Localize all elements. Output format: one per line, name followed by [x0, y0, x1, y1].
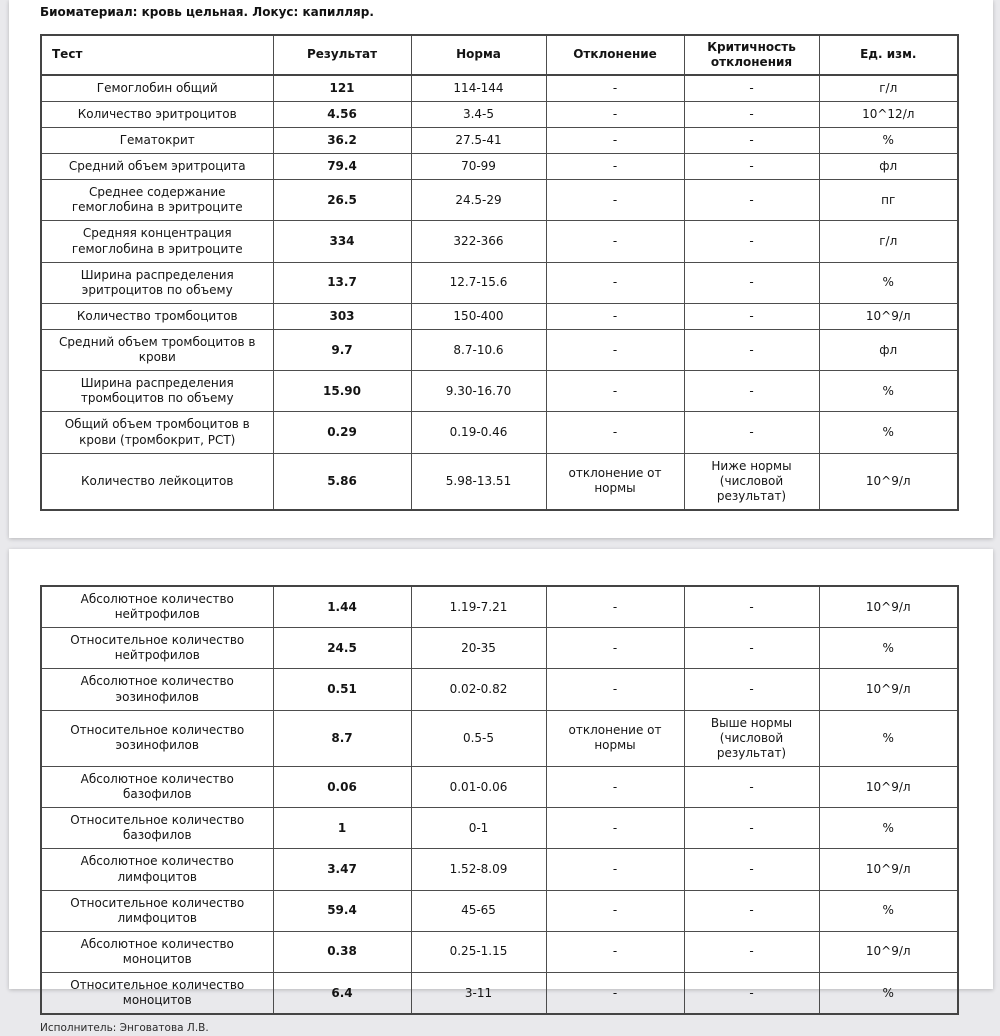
cell-criticality: - [684, 75, 819, 102]
cell-test-name: Относительное количество лимфоцитов [41, 890, 273, 931]
cell-test-name: Среднее содержание гемоглобина в эритроците [41, 180, 273, 221]
cell-norm: 5.98-13.51 [411, 453, 546, 510]
cell-deviation: - [546, 221, 684, 262]
cell-test-name: Количество эритроцитов [41, 101, 273, 127]
cell-deviation: - [546, 586, 684, 628]
cell-norm: 70-99 [411, 154, 546, 180]
table-row [41, 180, 958, 221]
cell-norm: 0-1 [411, 808, 546, 849]
cell-result: 1.44 [273, 586, 411, 628]
cell-norm: 1.19-7.21 [411, 586, 546, 628]
cell-norm: 0.19-0.46 [411, 412, 546, 453]
cell-deviation: - [546, 262, 684, 303]
cell-norm: 3-11 [411, 973, 546, 1015]
cell-deviation: - [546, 371, 684, 412]
cell-units: 10^9/л [819, 453, 958, 510]
cell-criticality: - [684, 931, 819, 972]
cell-result: 26.5 [273, 180, 411, 221]
cell-units: % [819, 412, 958, 453]
cell-result: 121 [273, 75, 411, 102]
cell-criticality: - [684, 849, 819, 890]
cell-result: 334 [273, 221, 411, 262]
cell-test-name: Абсолютное количество моноцитов [41, 931, 273, 972]
cell-criticality: - [684, 101, 819, 127]
cell-norm: 3.4-5 [411, 101, 546, 127]
header-units: Ед. изм. [819, 35, 958, 75]
cell-criticality: - [684, 180, 819, 221]
cell-units: 10^9/л [819, 669, 958, 710]
cell-units: 10^9/л [819, 303, 958, 329]
table-row [41, 371, 958, 412]
header-test: Тест [41, 35, 273, 75]
cell-criticality: - [684, 154, 819, 180]
cell-norm: 24.5-29 [411, 180, 546, 221]
cell-criticality: - [684, 766, 819, 807]
cell-result: 59.4 [273, 890, 411, 931]
table-row [41, 128, 958, 154]
cell-deviation: - [546, 973, 684, 1015]
cell-test-name: Относительное количество базофилов [41, 808, 273, 849]
cell-test-name: Гематокрит [41, 128, 273, 154]
table-row [41, 973, 958, 1015]
cell-test-name: Средний объем эритроцита [41, 154, 273, 180]
cell-result: 9.7 [273, 330, 411, 371]
cell-test-name: Количество лейкоцитов [41, 453, 273, 510]
cell-criticality: - [684, 128, 819, 154]
cell-norm: 9.30-16.70 [411, 371, 546, 412]
cell-deviation: отклонение от нормы [546, 453, 684, 510]
cell-norm: 0.02-0.82 [411, 669, 546, 710]
header-deviation: Отклонение [546, 35, 684, 75]
cell-criticality: Выше нормы (числовой результат) [684, 710, 819, 766]
cell-test-name: Ширина распределения тромбоцитов по объему [41, 371, 273, 412]
cell-norm: 322-366 [411, 221, 546, 262]
cell-units: фл [819, 330, 958, 371]
biomaterial-title: Биоматериал: кровь цельная. Локус: капилляр. [40, 5, 374, 19]
cell-units: % [819, 710, 958, 766]
table-row [41, 262, 958, 303]
cell-criticality: - [684, 303, 819, 329]
report-page-2 [9, 549, 993, 1035]
cell-result: 0.38 [273, 931, 411, 972]
cell-units: г/л [819, 75, 958, 102]
table-row [41, 628, 958, 669]
header-result: Результат [273, 35, 411, 75]
cell-criticality: - [684, 669, 819, 710]
table-row [41, 766, 958, 807]
cell-norm: 0.01-0.06 [411, 766, 546, 807]
cell-test-name: Относительное количество моноцитов [41, 973, 273, 1015]
cell-result: 24.5 [273, 628, 411, 669]
cell-units: пг [819, 180, 958, 221]
table-row [41, 931, 958, 972]
cell-norm: 114-144 [411, 75, 546, 102]
cell-result: 0.51 [273, 669, 411, 710]
cell-deviation: - [546, 303, 684, 329]
cell-test-name: Средняя концентрация гемоглобина в эритроците [41, 221, 273, 262]
cell-criticality: - [684, 330, 819, 371]
cell-result: 79.4 [273, 154, 411, 180]
cell-result: 8.7 [273, 710, 411, 766]
cell-deviation: - [546, 766, 684, 807]
table-row [41, 101, 958, 127]
header-norm: Норма [411, 35, 546, 75]
cell-result: 3.47 [273, 849, 411, 890]
cell-units: % [819, 628, 958, 669]
cell-criticality: Ниже нормы (числовой результат) [684, 453, 819, 510]
table-row [41, 669, 958, 710]
cell-result: 6.4 [273, 973, 411, 1015]
cell-deviation: - [546, 75, 684, 102]
cell-test-name: Абсолютное количество базофилов [41, 766, 273, 807]
cell-result: 1 [273, 808, 411, 849]
table-row [41, 303, 958, 329]
cell-units: г/л [819, 221, 958, 262]
cell-units: 10^9/л [819, 766, 958, 807]
cell-deviation: - [546, 931, 684, 972]
table-row [41, 849, 958, 890]
results-table-2 [40, 585, 959, 1015]
table-row [41, 75, 958, 102]
cell-deviation: - [546, 128, 684, 154]
cell-units: % [819, 262, 958, 303]
cell-deviation: - [546, 101, 684, 127]
cell-deviation: - [546, 669, 684, 710]
cell-norm: 8.7-10.6 [411, 330, 546, 371]
cell-deviation: - [546, 890, 684, 931]
cell-criticality: - [684, 262, 819, 303]
cell-deviation: - [546, 808, 684, 849]
cell-test-name: Гемоглобин общий [41, 75, 273, 102]
cell-criticality: - [684, 628, 819, 669]
cell-deviation: отклонение от нормы [546, 710, 684, 766]
cell-norm: 20-35 [411, 628, 546, 669]
table-row [41, 330, 958, 371]
cell-result: 36.2 [273, 128, 411, 154]
cell-criticality: - [684, 973, 819, 1015]
table-row [41, 808, 958, 849]
table-row [41, 453, 958, 510]
cell-units: 10^9/л [819, 849, 958, 890]
cell-deviation: - [546, 180, 684, 221]
cell-criticality: - [684, 808, 819, 849]
cell-test-name: Относительное количество эозинофилов [41, 710, 273, 766]
cell-units: % [819, 371, 958, 412]
cell-result: 0.29 [273, 412, 411, 453]
cell-test-name: Средний объем тромбоцитов в крови [41, 330, 273, 371]
cell-norm: 45-65 [411, 890, 546, 931]
cell-norm: 0.25-1.15 [411, 931, 546, 972]
cell-norm: 1.52-8.09 [411, 849, 546, 890]
cell-test-name: Ширина распределения эритроцитов по объему [41, 262, 273, 303]
report-page-1 [9, 0, 993, 538]
results-table-1 [40, 34, 959, 511]
cell-result: 303 [273, 303, 411, 329]
cell-norm: 27.5-41 [411, 128, 546, 154]
cell-units: 10^9/л [819, 931, 958, 972]
cell-deviation: - [546, 628, 684, 669]
cell-test-name: Абсолютное количество лимфоцитов [41, 849, 273, 890]
cell-test-name: Абсолютное количество эозинофилов [41, 669, 273, 710]
cell-criticality: - [684, 890, 819, 931]
cell-deviation: - [546, 412, 684, 453]
cell-units: 10^12/л [819, 101, 958, 127]
cell-test-name: Общий объем тромбоцитов в крови (тромбокрит, PCT) [41, 412, 273, 453]
table-row [41, 890, 958, 931]
cell-result: 0.06 [273, 766, 411, 807]
cell-norm: 150-400 [411, 303, 546, 329]
cell-units: фл [819, 154, 958, 180]
cell-norm: 12.7-15.6 [411, 262, 546, 303]
cell-deviation: - [546, 330, 684, 371]
cell-criticality: - [684, 412, 819, 453]
cell-criticality: - [684, 371, 819, 412]
header-criticality: Критичность отклонения [684, 35, 819, 75]
cell-units: % [819, 890, 958, 931]
cell-deviation: - [546, 154, 684, 180]
cell-test-name: Количество тромбоцитов [41, 303, 273, 329]
cell-criticality: - [684, 586, 819, 628]
cell-norm: 0.5-5 [411, 710, 546, 766]
cell-units: % [819, 128, 958, 154]
table-row [41, 710, 958, 766]
cell-result: 4.56 [273, 101, 411, 127]
table-row [41, 221, 958, 262]
cell-result: 5.86 [273, 453, 411, 510]
table-header-row [41, 35, 958, 75]
cell-units: % [819, 808, 958, 849]
table-row [41, 154, 958, 180]
cell-units: % [819, 973, 958, 1015]
cell-test-name: Абсолютное количество нейтрофилов [41, 586, 273, 628]
cell-criticality: - [684, 221, 819, 262]
cell-result: 15.90 [273, 371, 411, 412]
executor-label: Исполнитель: Энговатова Л.В. [40, 1022, 209, 1035]
cell-units: 10^9/л [819, 586, 958, 628]
cell-test-name: Относительное количество нейтрофилов [41, 628, 273, 669]
cell-result: 13.7 [273, 262, 411, 303]
cell-deviation: - [546, 849, 684, 890]
table-row [41, 412, 958, 453]
table-row [41, 586, 958, 628]
